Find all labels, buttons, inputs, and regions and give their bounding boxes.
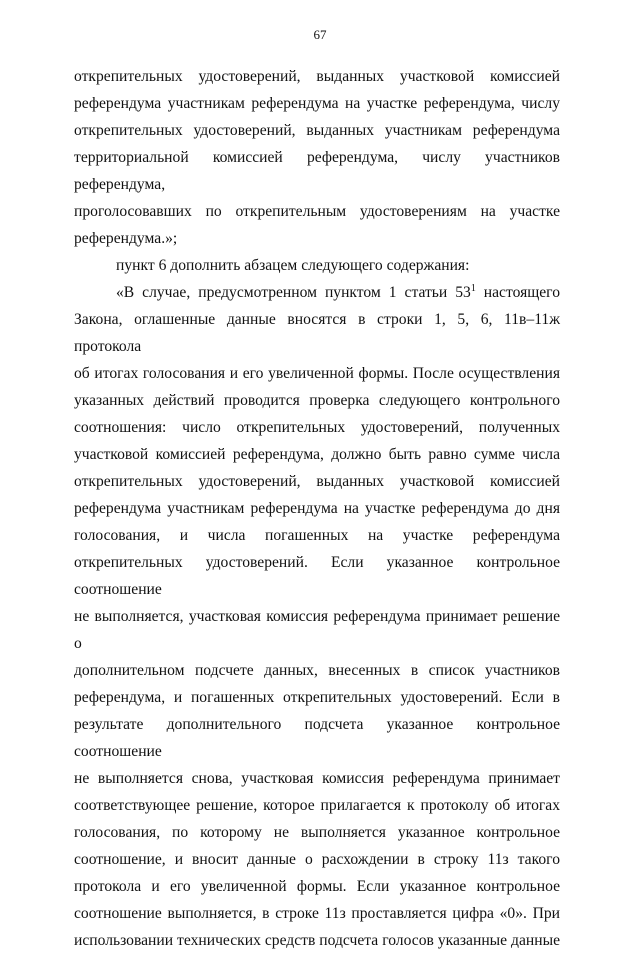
text-line: референдума, и погашенных открепительных удостоверений. Если в <box>74 689 560 706</box>
text-line: проголосовавших по открепительным удостоверениям на участке <box>74 203 560 220</box>
text-line: использовании технических средств подсчета голосов указанные данные <box>74 932 560 949</box>
text-line <box>74 279 560 306</box>
text-line: открепительных удостоверений. Если указанное контрольное соотношение <box>74 554 560 598</box>
text-line: открепительных удостоверений, выданных участникам референдума <box>74 122 560 139</box>
text-line-main: «В случае, предусмотренном пунктом 1 статьи 53 <box>116 284 471 301</box>
text-line: результате дополнительного подсчета указанное контрольное соотношение <box>74 716 560 760</box>
text-line: соответствующее решение, которое прилагается к протоколу об итогах <box>74 797 560 814</box>
text-line: об итогах голосования и его увеличенной формы. После осуществления <box>74 365 560 382</box>
text-line: референдума участникам референдума на участке референдума до дня <box>74 500 560 517</box>
text-line: соотношение, и вносит данные о расхождении в строку 11з такого <box>74 851 560 868</box>
text-line: голосования, по которому не выполняется указанное контрольное <box>74 824 560 841</box>
text-line: протокола и его увеличенной формы. Если указанное контрольное <box>74 878 560 895</box>
text-line: референдума участникам референдума на участке референдума, числу <box>74 95 560 112</box>
text-line: дополнительном подсчете данных, внесенных в список участников <box>74 662 560 679</box>
text-line: пункт 6 дополнить абзацем следующего содержания: <box>116 257 470 274</box>
text-line: указанных действий проводится проверка следующего контрольного <box>74 392 560 409</box>
text-line: не выполняется снова, участковая комиссия референдума принимает <box>74 770 560 787</box>
text-line: территориальной комиссией референдума, числу участников референдума, <box>74 149 560 193</box>
document-body <box>74 63 560 954</box>
text-line: открепительных удостоверений, выданных участковой комиссией <box>74 473 560 490</box>
text-line: открепительных удостоверений, выданных участковой комиссией <box>74 68 560 85</box>
text-line: соотношения: число открепительных удостоверений, полученных <box>74 419 560 436</box>
text-line: соотношение выполняется, в строке 11з проставляется цифра «0». При <box>74 905 560 922</box>
page-number: 67 <box>313 27 327 42</box>
text-line-tail: настоящего <box>475 284 560 301</box>
text-line: участковой комиссией референдума, должно быть равно сумме числа <box>74 446 560 463</box>
text-line: не выполняется, участковая комиссия референдума принимает решение о <box>74 608 560 652</box>
article-superscript: 1 <box>470 283 476 294</box>
text-line: референдума.»; <box>74 230 178 247</box>
text-line: голосования, и числа погашенных на участке референдума <box>74 527 560 544</box>
text-line: Закона, оглашенные данные вносятся в строки 1, 5, 6, 11в–11ж протокола <box>74 311 560 355</box>
